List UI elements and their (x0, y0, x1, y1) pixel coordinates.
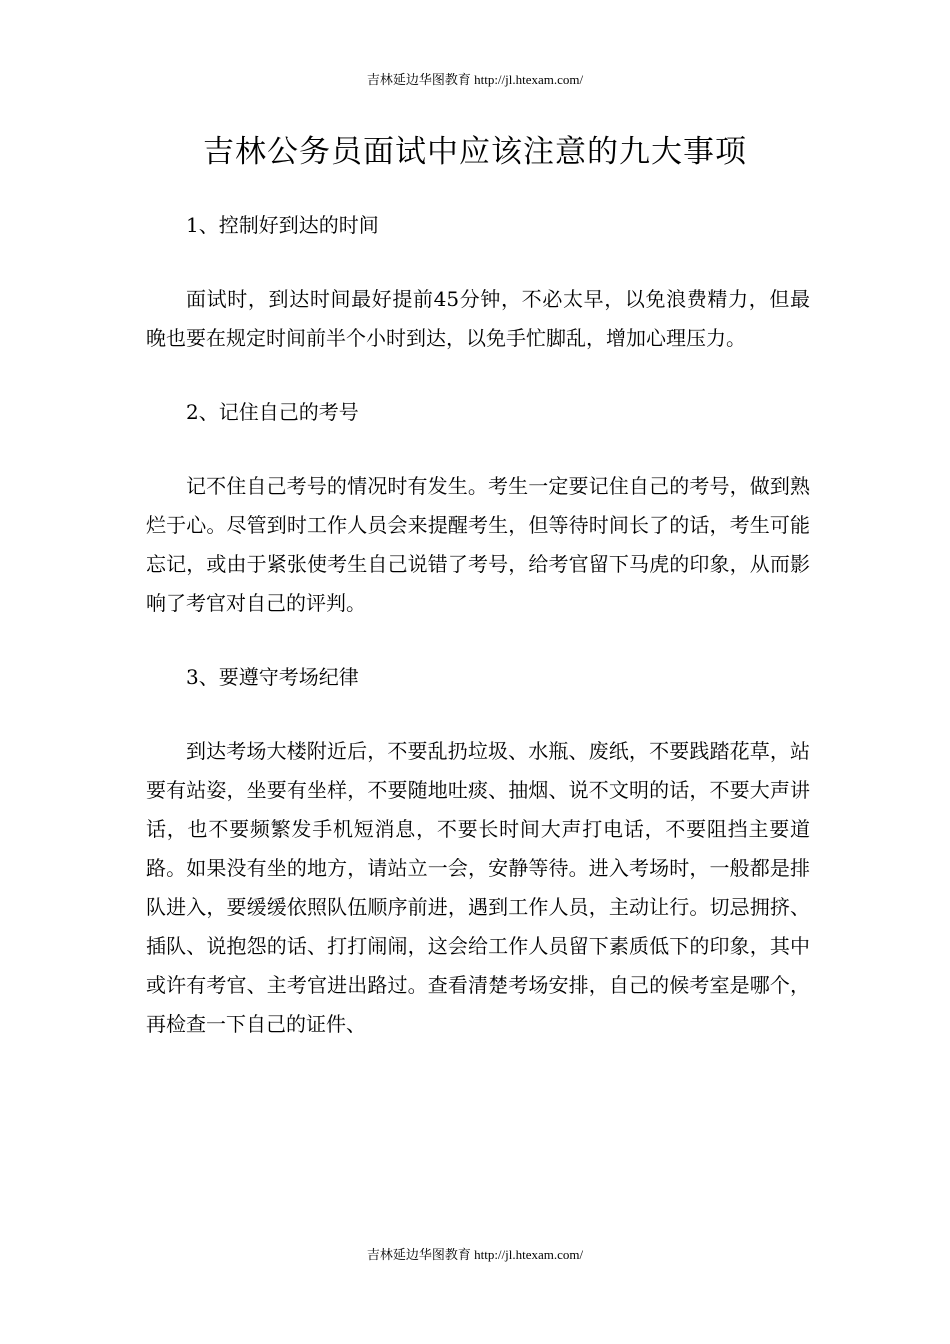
page-header: 吉林延边华图教育 http://jl.htexam.com/ (366, 72, 584, 87)
document-title: 吉林公务员面试中应该注意的九大事项 (203, 134, 747, 170)
section-1-paragraph: 面试时，到达时间最好提前45分钟，不必太早，以免浪费精力，但最晚也要在规定时间前半个小时到达，以免手忙脚乱，增加心理压力。 (146, 287, 810, 350)
section-1-heading: 1、控制好到达的时间 (186, 213, 379, 237)
section-2-heading: 2、记住自己的考号 (186, 400, 359, 424)
document-body (146, 206, 810, 1044)
section-3-paragraph: 到达考场大楼附近后，不要乱扔垃圾、水瓶、废纸，不要践踏花草，站要有站姿，坐要有坐样，不要随地吐痰、抽烟、说不文明的话，不要大声讲话，也不要频繁发手机短消息，不要长时间大声打电话，不要阻挡主要道路。如果没有坐的地方，请站立一会，安静等待。进入考场时，一般都是排队进入，要缓缓依照队伍顺序前进，遇到工作人员，主动让行。切忌拥挤、插队、说抱怨的话、打打闹闹，这会给工作人员留下素质低下的印象，其中或许有考官、主考官进出路过。查看清楚考场安排，自己的候考室是哪个，再检查一下自己的证件、 (146, 739, 810, 1036)
page-footer: 吉林延边华图教育 http://jl.htexam.com/ (366, 1247, 584, 1262)
section-2-paragraph: 记不住自己考号的情况时有发生。考生一定要记住自己的考号，做到熟烂于心。尽管到时工作人员会来提醒考生，但等待时间长了的话，考生可能忘记，或由于紧张使考生自己说错了考号，给考官留下马虎的印象，从而影响了考官对自己的评判。 (146, 474, 810, 615)
section-3-heading: 3、要遵守考场纪律 (186, 665, 359, 689)
